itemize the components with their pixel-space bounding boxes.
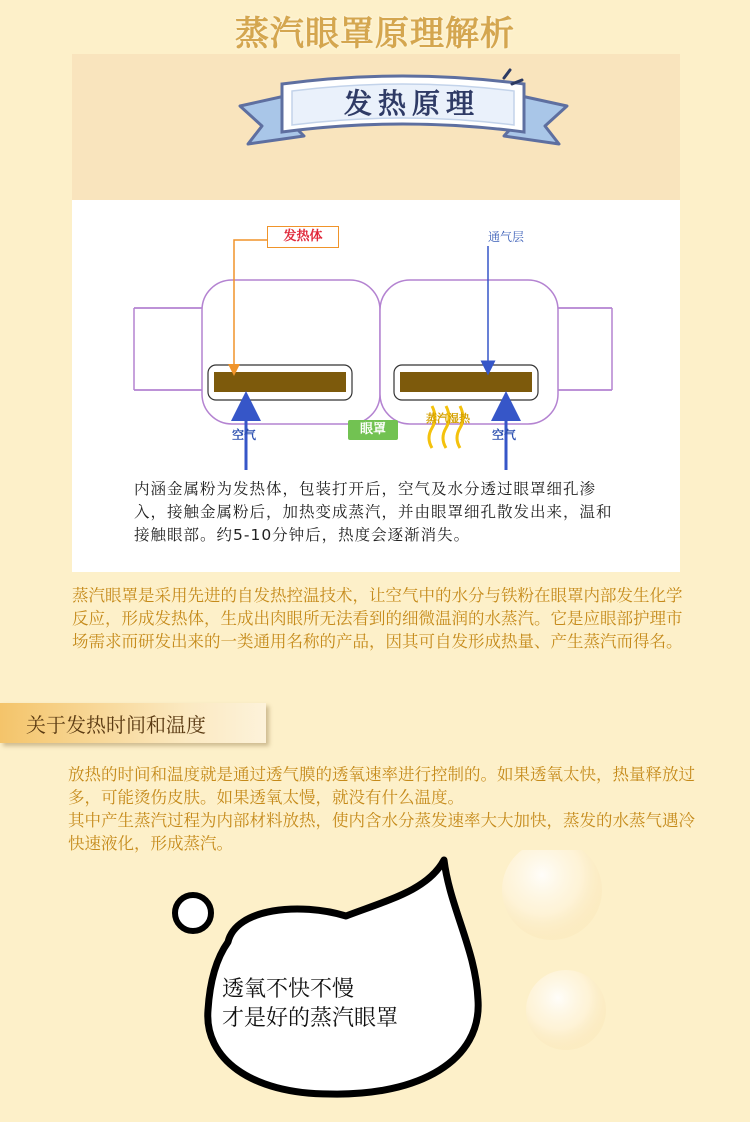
ribbon-banner-graphic xyxy=(72,54,680,200)
intro-paragraph: 蒸汽眼罩是采用先进的自发热控温技术，让空气中的水分与铁粉在眼罩内部发生化学反应，形成发热体，生成出肉眼所无法看到的细微温润的水蒸汽。它是应眼部护理市场需求而研发出来的一类通用名称的产品，因其可自发形成热量、产生蒸汽而得名。 xyxy=(72,586,683,651)
air-label-left: 空气 xyxy=(232,428,257,442)
bubble-decoration-2 xyxy=(526,970,606,1050)
figure-caption: 内涵金属粉为发热体，包装打开后，空气及水分透过眼罩细孔渗入，接触金属粉后，加热变成蒸汽，并由眼罩细孔散发出来，温和接触眼部。约5-10分钟后，热度会逐渐消失。 xyxy=(134,480,613,544)
principle-figure xyxy=(72,54,680,572)
bubble-text xyxy=(222,975,482,1033)
section-body xyxy=(68,763,698,855)
air-label-right: 空气 xyxy=(492,428,517,442)
bubble-line-1: 透氧不快不慢 xyxy=(222,977,355,1002)
steam-label: 蒸汽湿热 xyxy=(426,412,470,425)
section-paragraph-1: 放热的时间和温度就是通过透气膜的透氧速率进行控制的。如果透氧太快，热量释放过多，可能烫伤皮肤。如果透氧太慢，就没有什么温度。 xyxy=(68,765,695,807)
bubble-line-2: 才是好的蒸汽眼罩 xyxy=(222,1006,399,1031)
banner-title: 发热原理 xyxy=(343,87,480,120)
section-paragraph-2: 其中产生蒸汽过程为内部材料放热，使内含水分蒸发速率大大加快，蒸发的水蒸气遇冷快速液化，形成蒸汽。 xyxy=(68,811,695,853)
page-title: 蒸汽眼罩原理解析 xyxy=(235,14,515,54)
mask-label: 眼罩 xyxy=(348,420,398,440)
banner-area xyxy=(72,54,680,200)
vent-layer-label: 通气层 xyxy=(488,230,525,244)
section-title: 关于发热时间和温度 xyxy=(26,713,206,737)
bubble-decoration-1 xyxy=(502,850,602,940)
heater-label: 发热体 xyxy=(267,226,339,248)
